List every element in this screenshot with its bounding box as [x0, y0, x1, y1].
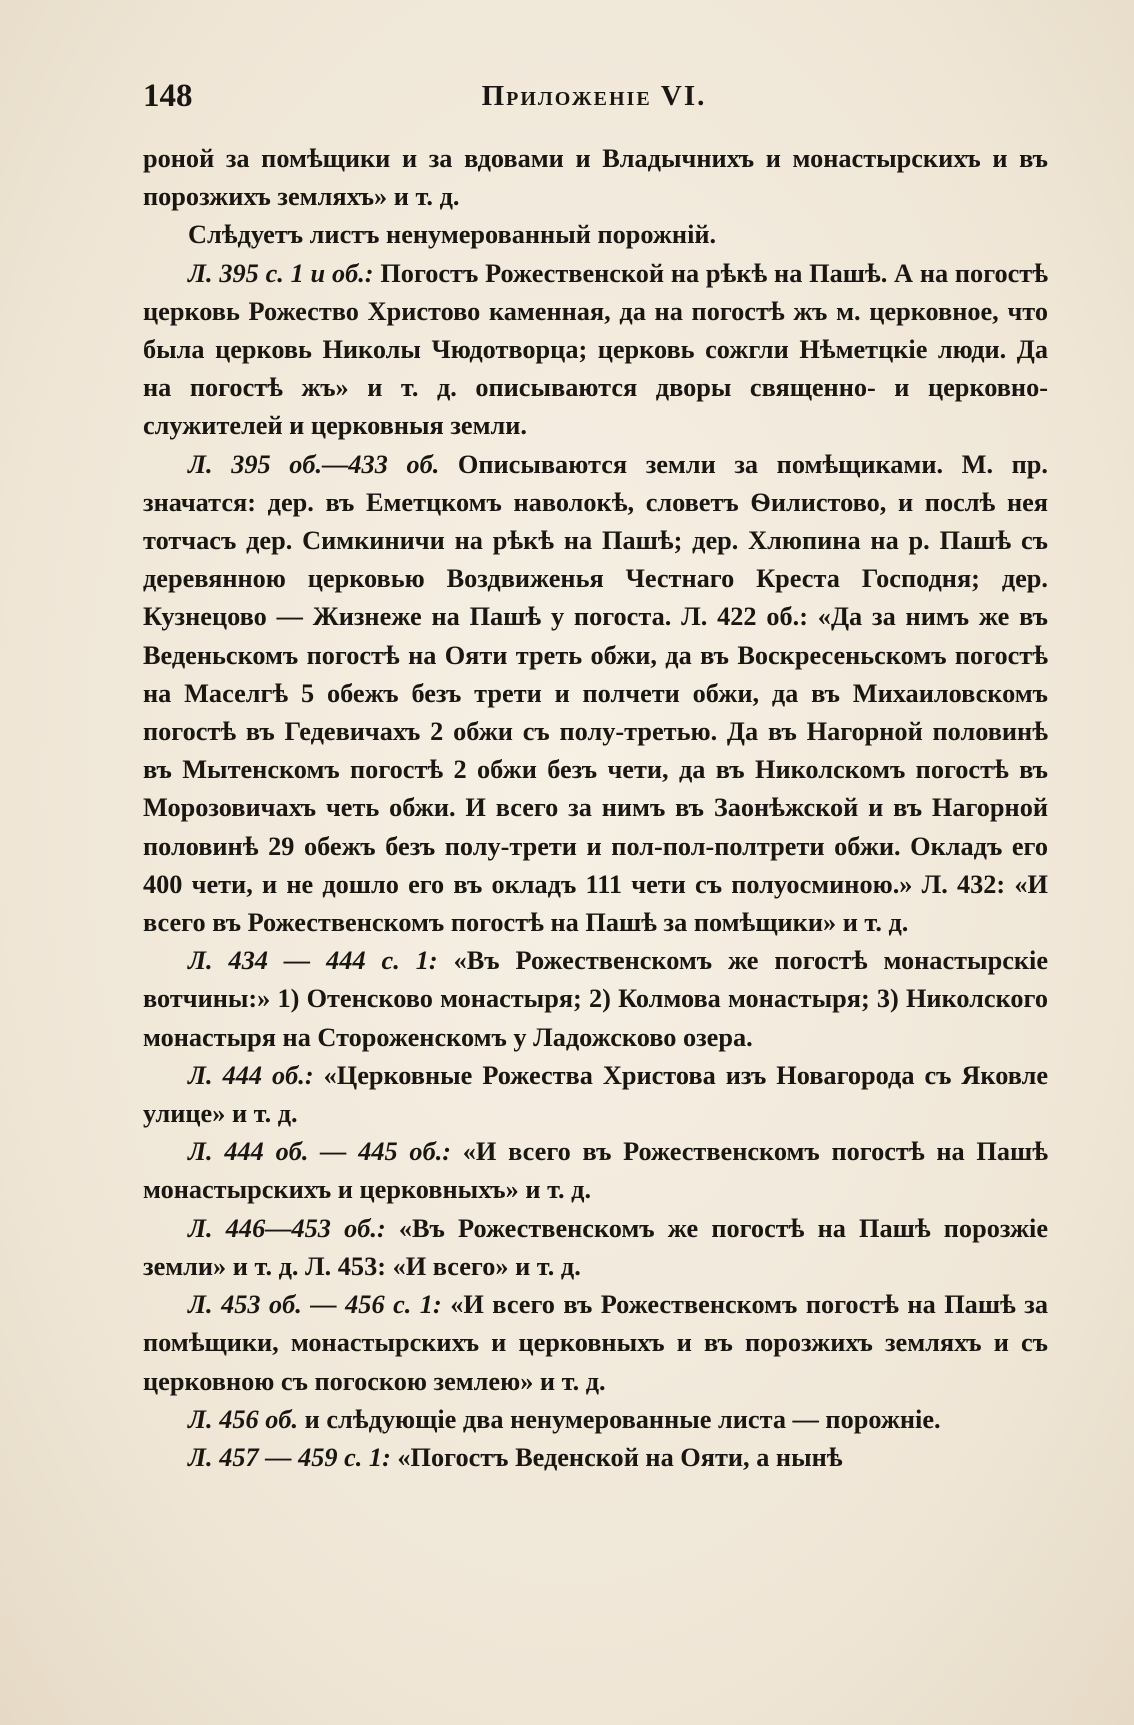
leaf-reference: Л. 457 — 459 с. 1: [188, 1442, 391, 1472]
page-header [143, 78, 1045, 122]
leaf-reference: Л. 456 об. [188, 1404, 299, 1434]
paragraph [143, 1210, 1048, 1286]
paragraph [143, 942, 1048, 1057]
paragraph-text: роной за помѣщики и за вдовами и Владычнихъ и монастырскихъ и въ порозжихъ земляхъ» и т. д. [143, 144, 1048, 212]
paragraph [143, 1439, 1048, 1477]
paragraph [143, 1286, 1048, 1401]
leaf-reference: Л. 444 об. — 445 об.: [188, 1137, 452, 1167]
leaf-reference: Л. 434 — 444 с. 1: [188, 946, 438, 976]
paragraph-text: «Въ Рожественскомъ же погостѣ монастырскіе вотчины:» 1) Отенсково монастыря; 2) Колмова монастыря; 3) Николского монастыря на Стороженскомъ у Ладожсково озера. [143, 946, 1048, 1052]
paragraph [143, 140, 1048, 216]
paragraph-text: Погостъ Рожественской на рѣкѣ на Пашѣ. А на погостѣ церковь Рожество Христово каменная, да на погостѣ жъ м. церковное, что была церковь Николы Чюдотворца; церковь сожгли Нѣметцкіе люди. Да на погостѣ жъ» и т. д. описываются дворы священно- и церковно-служителей и церковныя земли. [143, 258, 1048, 441]
paragraph-text: Описываются земли за помѣщиками. М. пр. значатся: дер. въ Еметцкомъ наволокѣ, словетъ Ѳилистово, и послѣ нея тотчасъ дер. Симкиничи на рѣкѣ на Пашѣ; дер. Хлюпина на р. Пашѣ съ деревянною церковью Воздвиженья Честнаго Креста Господня; дер. Кузнецово — Жизнеже на Пашѣ у погоста. Л. 422 об.: «Да за нимъ же въ Веденьскомъ погостѣ на Ояти треть обжи, да въ Воскресеньскомъ погостѣ на Маселгѣ 5 обежъ безъ трети и полчети обжи, да въ Михаиловскомъ погостѣ въ Гедевичахъ 2 обжи съ полу-третью. Да въ Нагорной половинѣ въ Мытенскомъ погостѣ 2 обжи безъ чети, да въ Николскомъ погостѣ въ Морозовичахъ четь обжи. И всего за нимъ въ Заонѣжской и въ Нагорной половинѣ 29 обежъ безъ полу-трети и пол-пол-полтрети обжи. Окладъ его 400 чети, и не дошло его въ окладъ 111 чети съ полуосминою.» Л. 432: «И всего въ Рожественскомъ погостѣ на Пашѣ за помѣщики» и т. д. [143, 449, 1048, 938]
paragraph-text: и слѣдующіе два ненумерованные листа — порожніе. [298, 1404, 941, 1434]
paragraph [143, 216, 1048, 254]
paragraph [143, 1401, 1048, 1439]
paragraph [143, 446, 1048, 943]
paragraph [143, 1057, 1048, 1133]
paragraph-text: «Погостъ Веденской на Ояти, а нынѣ [390, 1442, 843, 1472]
page-number: 148 [143, 78, 193, 114]
running-head: Приложеніе VI. [481, 80, 707, 112]
paragraph-text: «И всего въ Рожественскомъ погостѣ на Пашѣ монастырскихъ и церковныхъ» и т. д. [143, 1137, 1048, 1205]
paragraph-text: «Церковные Рожества Христова изъ Новагорода съ Яковле улице» и т. д. [143, 1060, 1048, 1129]
paragraph-text: Слѣдуетъ листъ ненумерованный порожній. [188, 220, 717, 250]
paragraph [143, 255, 1048, 446]
leaf-reference: Л. 395 об.—433 об. [188, 449, 440, 479]
paragraph-text: «И всего въ Рожественскомъ погостѣ на Пашѣ за помѣщики, монастырскихъ и церковныхъ и въ порозжихъ земляхъ и съ церковною съ погоскою землею» и т. д. [143, 1290, 1049, 1396]
leaf-reference: Л. 444 об.: [188, 1060, 314, 1090]
paragraph [143, 1133, 1048, 1209]
leaf-reference: Л. 446—453 об.: [188, 1213, 386, 1243]
paragraph-text: «Въ Рожественскомъ же погостѣ на Пашѣ порозжіе земли» и т. д. Л. 453: «И всего» и т. д. [143, 1213, 1048, 1281]
leaf-reference: Л. 453 об. — 456 с. 1: [188, 1290, 442, 1320]
body-text [143, 140, 1048, 1477]
leaf-reference: Л. 395 с. 1 и об.: [188, 258, 374, 288]
